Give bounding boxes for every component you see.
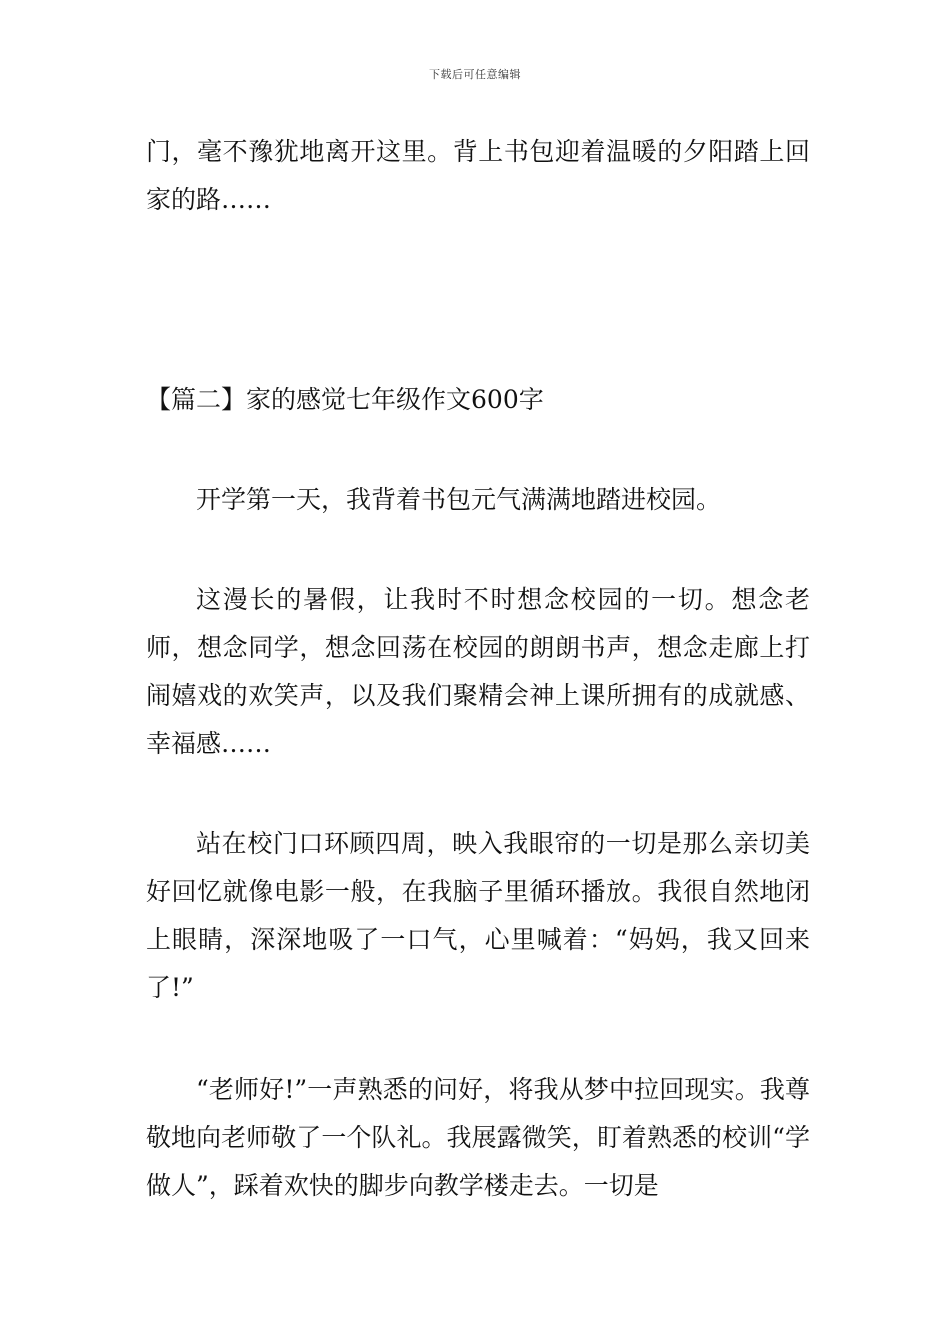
body-paragraph-4: “老师好!”一声熟悉的问好，将我从梦中拉回现实。我尊敬地向老师敬了一个队礼。我展露微笑，盯着熟悉的校训“学做人”，踩着欢快的脚步向教学楼走去。一切是 [146,1075,810,1200]
page-header: 下载后可任意编辑 [429,68,521,81]
body-paragraph-3: 站在校门口环顾四周，映入我眼帘的一切是那么亲切美好回忆就像电影一般，在我脑子里循环播放。我很自然地闭上眼睛，深深地吸了一口气，心里喊着：“妈妈，我又回来了!” [146,829,810,1002]
section-title: 【篇二】家的感觉七年级作文600字 [146,385,544,414]
continuation-paragraph: 门，毫不豫犹地离开这里。背上书包迎着温暖的夕阳踏上回家的路…… [146,137,810,214]
body-paragraph-1: 开学第一天，我背着书包元气满满地踏进校园。 [196,485,722,514]
body-paragraph-2: 这漫长的暑假，让我时不时想念校园的一切。想念老师，想念同学，想念回荡在校园的朗朗书声，想念走廊上打闹嬉戏的欢笑声，以及我们聚精会神上课所拥有的成就感、幸福感…… [146,585,810,758]
